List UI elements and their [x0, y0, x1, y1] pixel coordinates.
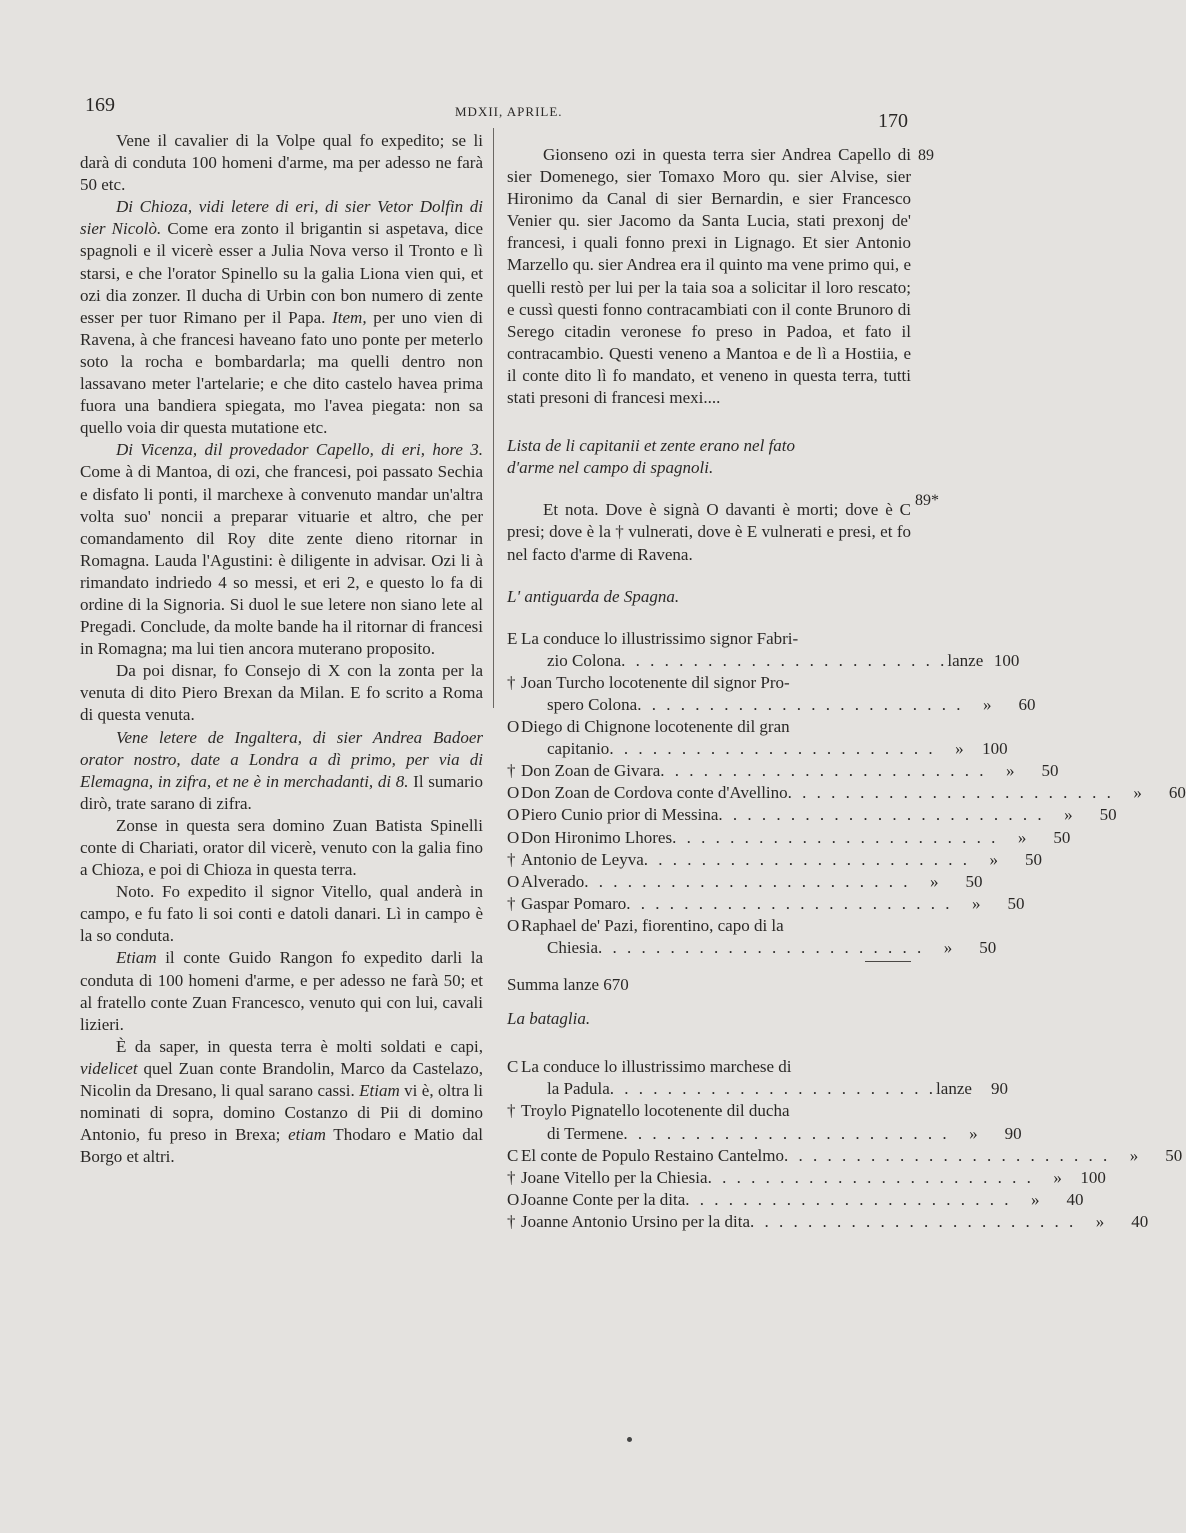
leader-dots: . . . . . . . . . . . . . . . . . . . . . . . — [598, 938, 925, 957]
italic-term: Etiam — [116, 948, 157, 968]
entry-quantity: 100 — [982, 739, 1008, 759]
entry-line — [507, 650, 1020, 672]
section-heading: Lista de li capitanii et zente erano nel fato — [507, 436, 796, 456]
entry-line — [507, 1211, 1149, 1233]
entry-unit: » — [1095, 1211, 1105, 1231]
entry-line — [507, 738, 1008, 760]
entry-mark: C — [507, 1057, 519, 1077]
paragraph: Vene il cavalier di la Volpe qual fo expedito; se li darà di conduta 100 homeni d'arme, ma per adesso ne farà 50 etc. — [80, 131, 483, 195]
paragraph: Noto. Fo expedito il signor Vitello, qual anderà in campo, e fu fato li soi conti e datoli danari. Lì in campo è la so conduta. — [80, 882, 483, 946]
list-item — [507, 893, 1025, 915]
paragraph — [80, 947, 483, 1035]
list-item — [507, 849, 1042, 871]
bataglia-list — [507, 1056, 1183, 1233]
entry-mark: † — [507, 893, 516, 913]
list-item — [507, 804, 1117, 826]
leader-dots: . . . . . . . . . . . . . . . . . . . . . . . — [623, 1123, 950, 1143]
leader-dots: . . . . . . . . . . . . . . . . . . . . . . . — [660, 761, 987, 781]
entry-line — [507, 1078, 1009, 1100]
list-item — [507, 1145, 1183, 1167]
summa-total: Summa lanze 670 — [507, 975, 629, 995]
italic-heading: Di Vicenza, dil provedador Capello, di eri, hore 3. — [116, 440, 483, 460]
entry-quantity: 50 — [1053, 827, 1071, 847]
entry-unit: » — [1006, 761, 1015, 781]
entry-line — [507, 893, 1025, 915]
italic-heading: Di Chioza, vidi letere di eri, di sier Vetor Dolfin di sier Nicolò. — [80, 197, 483, 239]
list-item — [507, 827, 1071, 849]
leader-dots: . . . . . . . . . . . . . . . . . . . . . . . — [784, 1145, 1111, 1165]
entry-name: La conduce lo illustrissimo signor Fabri- — [521, 628, 799, 648]
leader-dots: . . . . . . . . . . . . . . . . . . . . . . . — [685, 1189, 1012, 1209]
paragraph-text: Come era zonto il brigantin si aspetava, dice spagnoli e il vicerè esser a Julia Nova verso il Tronto e lì starsi, e che l'orator Spinello su la galia Liona vien qui, et ozi dia zonzer. Il ducha di Urbin con bon numero di zente esser per tuor Rimano per il Papa. — [80, 219, 484, 327]
leader-dots: . . . . . . . . . . . . . . . . . . . . . . . — [718, 805, 1045, 825]
entry-quantity: 60 — [1018, 694, 1036, 714]
list-item — [507, 672, 1036, 716]
italic-heading: Vene letere de Ingaltera, di sier Andrea Badoer orator nostro, date a Londra a dì primo, per via di Elemagna, in zifra, et ne è in merchadanti, di 8. — [80, 727, 483, 791]
entry-name: Don Zoan de Givara — [521, 761, 661, 781]
entry-quantity: 50 — [965, 871, 983, 891]
entry-mark: † — [507, 672, 516, 692]
note-paragraph: Et nota. Dove è signà O davanti è morti; dove è C presi; dove è la † vulnerati, dove è E vulnerati e presi, et fo nel facto d'arme di Ravena. — [507, 500, 911, 564]
entry-name: Gaspar Pomaro — [521, 893, 627, 913]
entry-name-cont: spero Colona — [547, 694, 638, 714]
entry-unit: » — [982, 694, 992, 714]
paragraph: Gionseno ozi in questa terra sier Andrea Capello di sier Domenego, sier Tomaxo Moro qu. sier Alvise, sier Hironimo da Canal di sier Bernardin, e sier Francesco Venier qu. sier Jacomo da Santa Lucia, stati prexonj de' francesi, i quali fonno prexi in Lignago. Et sier Antonio Marzello qu. sier Andrea era il quinto ma vene primo qui, e quelli restò per lui per la taia soa a solicitar il loro rescato; e cussì questi fonno contracambiati con il conte Brunoro di Serego citadin veronese fo preso in Padoa, et fato il contracambio. Questi veneno a Mantoa e de lì a Hostiia, e il conte dito lì fo mandato, et veneno in questa terra, tutti stati presoni di francesi mexi.... — [507, 145, 911, 408]
entry-name: El conte de Populo Restaino Cantelmo — [521, 1145, 784, 1165]
list-item — [507, 1167, 1106, 1189]
entry-quantity: 60 — [1168, 783, 1186, 803]
entry-unit: lanze — [936, 1079, 972, 1099]
entry-name: Raphael de' Pazi, fiorentino, capo di la — [521, 915, 784, 935]
entry-unit: lanze — [947, 650, 984, 670]
paragraph — [80, 196, 483, 439]
entry-quantity: 50 — [1041, 761, 1059, 781]
entry-quantity: 40 — [1131, 1211, 1149, 1231]
entry-line — [507, 937, 997, 959]
entry-mark: † — [507, 1167, 516, 1187]
entry-line — [507, 716, 911, 738]
leader-dots: . . . . . . . . . . . . . . . . . . . . . . . — [787, 783, 1114, 803]
entry-line — [507, 1056, 911, 1078]
paragraph — [80, 1036, 483, 1169]
entry-name: Don Zoan de Cordova conte d'Avellino — [521, 783, 788, 803]
entry-mark: O — [507, 915, 520, 935]
entry-mark: † — [507, 1211, 516, 1231]
antiguarda-list — [507, 628, 1186, 959]
entry-quantity: 50 — [1165, 1145, 1183, 1165]
leader-dots: . . . . . . . . . . . . . . . . . . . . . . . — [672, 827, 999, 847]
section-heading: L' antiguarda de Spagna. — [507, 586, 680, 606]
entry-name: Joan Turcho locotenente dil signor Pro- — [521, 672, 790, 692]
entry-line — [507, 1167, 1106, 1189]
entry-line — [507, 694, 1036, 716]
page-number-right: 170 — [878, 110, 908, 132]
entry-unit: » — [955, 739, 964, 759]
italic-term: Etiam — [359, 1081, 400, 1101]
list-item — [507, 1189, 1084, 1211]
entry-name: Antonio de Leyva — [521, 849, 644, 869]
paragraph — [80, 727, 483, 815]
entry-mark: O — [507, 871, 520, 891]
paragraph-text: È da saper, in questa terra è molti soldati e capi, — [116, 1036, 483, 1056]
entry-mark: † — [507, 761, 516, 781]
entry-line — [507, 1100, 911, 1122]
entry-quantity: 50 — [1099, 805, 1117, 825]
leader-dots: . . . . . . . . . . . . . . . . . . . . . . . — [609, 739, 936, 759]
list-item — [507, 1100, 1022, 1144]
entry-quantity: 40 — [1066, 1189, 1084, 1209]
list-item — [507, 716, 1008, 760]
entry-name-cont: zio Colona — [547, 650, 622, 670]
entry-name-cont: di Termene — [547, 1123, 624, 1143]
entry-unit: » — [1031, 1189, 1040, 1209]
entry-line — [507, 804, 1117, 826]
leader-dots: . . . . . . . . . . . . . . . . . . . . . . . — [750, 1211, 1077, 1231]
italic-term: etiam — [288, 1125, 326, 1145]
entry-quantity: 50 — [979, 938, 997, 957]
entry-mark: O — [507, 805, 520, 825]
entry-unit: » — [989, 849, 998, 869]
entry-unit: » — [1129, 1145, 1139, 1165]
leader-dots: . . . . . . . . . . . . . . . . . . . . . . . — [637, 694, 964, 714]
paragraph-text: Il sumario dirò, trate sarano di zifra. — [80, 771, 483, 813]
entry-mark: O — [507, 717, 520, 737]
entry-mark: C — [507, 1145, 519, 1165]
entry-mark: O — [507, 1189, 520, 1209]
entry-name-cont: capitanio — [547, 739, 610, 759]
list-item — [507, 871, 983, 893]
list-item — [507, 782, 1186, 804]
leader-dots: . . . . . . . . . . . . . . . . . . . . . . . — [609, 1079, 937, 1099]
leader-dots: . . . . . . . . . . . . . . . . . . . . . . . — [643, 849, 970, 869]
entry-unit: » — [1133, 783, 1142, 803]
paragraph: Da poi disnar, fo Consejo di X con la zonta per la venuta di dito Piero Brexan da Milan. E fo scrito a Roma di questa venuta. — [80, 661, 483, 725]
entry-quantity: 90 — [991, 1079, 1009, 1099]
entry-quantity: 100 — [993, 650, 1020, 670]
leader-dots: . . . . . . . . . . . . . . . . . . . . . . . — [626, 893, 953, 913]
entry-name-cont: la Padula — [547, 1079, 610, 1099]
entry-unit: » — [972, 893, 981, 913]
entry-line — [507, 782, 1186, 804]
entry-unit: » — [943, 938, 953, 957]
entry-quantity: 50 — [1007, 893, 1025, 913]
entry-mark: † — [507, 1101, 516, 1121]
entry-unit: » — [930, 871, 939, 891]
entry-line — [507, 915, 911, 937]
list-item — [507, 1211, 1149, 1233]
section-heading: La bataglia. — [507, 1009, 591, 1029]
entry-name: Joane Vitello per la Chiesia — [521, 1167, 708, 1187]
entry-quantity: 90 — [1004, 1123, 1022, 1143]
entry-unit: » — [1053, 1167, 1062, 1187]
column-divider — [493, 128, 494, 708]
entry-name: Don Hironimo Lhores — [521, 827, 673, 847]
paragraph-text: per uno vien di Ravena, à che francesi haveano fato uno ponte per meterlo soto la rocha e bombardarla; ma quelli dentro non lassavano meter l'artelarie; e che dito castelo havea prima fuora una bandiera spiegata, mo l'avea piegata: non sa quello voia dir questa mutatione etc. — [80, 307, 484, 438]
paragraph: Zonse in questa sera domino Zuan Batista Spinelli conte di Chariati, orator dil vicerè, venuto con la galia fino a Chioza, e poi di Chioza in questa terra. — [80, 815, 483, 880]
left-column — [80, 130, 483, 1168]
list-item — [507, 915, 997, 959]
entry-line — [507, 1189, 1084, 1211]
paragraph-text: il conte Guido Rangon fo expedito darli la conduta di 100 homeni d'arme, e per adesso ne farà 50; et al fratello conte Zuan Francesco, venuto qui con lui, cavali lizieri. — [80, 948, 483, 1034]
leader-dots: . . . . . . . . . . . . . . . . . . . . . . . — [621, 650, 948, 670]
entry-line — [507, 760, 1059, 782]
entry-name: La conduce lo illustrissimo marchese di — [521, 1057, 792, 1077]
entry-name: Diego di Chignone locotenente dil gran — [521, 717, 790, 737]
entry-line — [507, 672, 911, 694]
italic-term: videlicet — [80, 1058, 138, 1078]
entry-mark: † — [507, 849, 516, 869]
entry-name: Alverado — [521, 871, 585, 891]
running-title: MDXII, APRILE. — [455, 104, 563, 119]
entry-name-cont: Chiesia — [547, 938, 598, 957]
entry-line — [507, 628, 911, 650]
entry-quantity: 100 — [1080, 1167, 1106, 1187]
entry-line — [507, 1145, 1183, 1167]
list-item — [507, 1056, 1009, 1100]
section-heading: d'arme nel campo di spagnoli. — [507, 458, 714, 478]
margin-number: 89 — [918, 147, 934, 164]
ink-spot — [627, 1437, 632, 1442]
entry-mark: O — [507, 827, 520, 847]
leader-dots: . . . . . . . . . . . . . . . . . . . . . . . — [707, 1167, 1034, 1187]
paragraph — [80, 439, 483, 660]
entry-line — [507, 871, 983, 893]
paragraph-text: Come à di Mantoa, di ozi, che francesi, poi passato Sechia e disfato li ponti, il marchexe à convenuto mandar un'altra volta suo' noncii a preparar vituarie et altro, che per comandamento dil Roy dite zente dieno ritornar in Romagna. Lauda l'Agustini: è diligente in advisar. Ozi li à rimandato indriedo 4 so messi, et eri 2, e questo lo fa di ordine di la Signoria. Si duol le sue letere non siano lete al Pregadi. Conclude, da molte bande ha il ritornar di francesi in Romagna; ma lui tien ancora muterano proposito. — [80, 462, 483, 659]
list-item — [507, 628, 1020, 672]
paragraph-text: quel Zuan conte Brandolin, Marco da Castelazo, Nicolin da Dresano, li qual sarano cassi. — [80, 1058, 483, 1101]
entry-quantity: 50 — [1025, 849, 1042, 869]
margin-number: 89* — [915, 492, 939, 509]
entry-mark: E — [507, 628, 518, 648]
paragraph-text: Thodaro e Matio dal Borgo et altri. — [80, 1125, 483, 1167]
entry-line — [507, 1123, 1022, 1145]
list-item — [507, 760, 1059, 782]
page-number-left: 169 — [85, 94, 115, 116]
entry-unit: » — [969, 1123, 978, 1143]
paragraph-text: vi è, oltra li nominati di sopra, domino Costanzo di Pii di domino Antonio, fu preso in Brexa; — [80, 1081, 484, 1145]
entry-name: Troylo Pignatello locotenente dil ducha — [521, 1101, 790, 1121]
entry-line — [507, 849, 1042, 871]
entry-name: Piero Cunio prior di Messina — [521, 805, 719, 825]
entry-mark: O — [507, 783, 520, 803]
leader-dots: . . . . . . . . . . . . . . . . . . . . . . . — [584, 871, 911, 891]
entry-name: Joanne Antonio Ursino per la dita — [521, 1211, 750, 1231]
entry-name: Joanne Conte per la dita — [521, 1189, 686, 1209]
entry-line — [507, 827, 1071, 849]
entry-unit: » — [1017, 827, 1027, 847]
entry-unit: » — [1064, 805, 1073, 825]
italic-term: Item, — [332, 307, 367, 327]
